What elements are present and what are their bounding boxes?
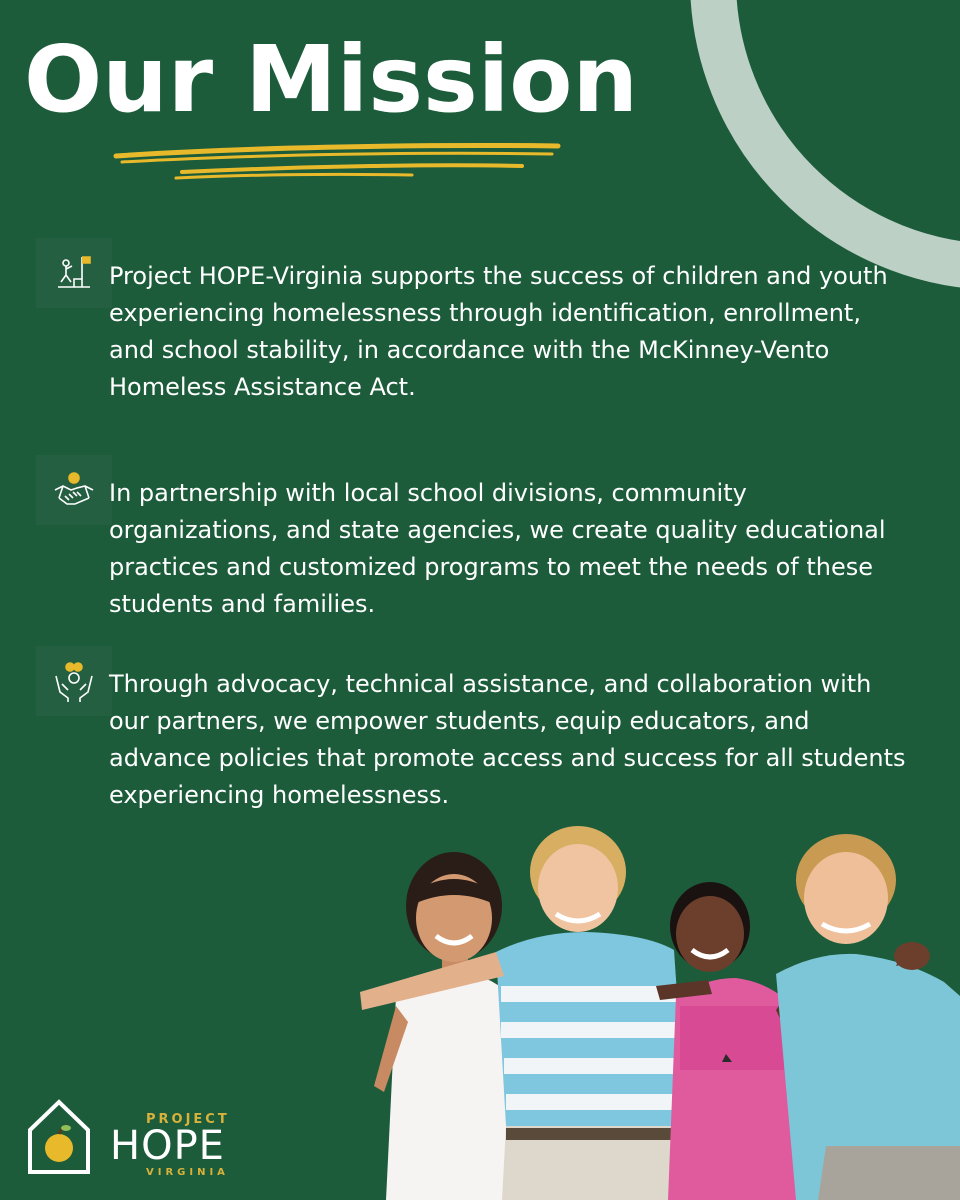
handshake-icon: [36, 455, 112, 525]
decorative-arc: [690, 0, 960, 290]
child-4-figure: [776, 834, 960, 1200]
page-title: Our Mission: [24, 26, 638, 133]
mission-text-3: Through advocacy, technical assistance, and collaboration with our partners, we empower students, equip educators, and advance policies that promote access and success for all students experiencing homelessness.: [109, 670, 906, 809]
mission-text-1: Project HOPE-Virginia supports the success of children and youth experiencing homelessness through identification, enrollment, and school stability, in accordance with the McKinney-Vento Homeless Assistance Act.: [109, 262, 888, 401]
title-underline-stroke: [112, 140, 562, 186]
leadership-flag-icon: [36, 238, 112, 308]
logo-virginia-text: VIRGINIA: [146, 1167, 229, 1178]
logo-hope-text: HOPE: [110, 1123, 225, 1169]
mission-text-2: In partnership with local school divisions, community organizations, and state agencies, we create quality educational practices and customized programs to meet the needs of these students and families.: [109, 479, 886, 618]
children-photo: [356, 826, 960, 1200]
project-hope-logo-icon: [26, 1098, 92, 1176]
logo-project-text: PROJECT: [146, 1112, 230, 1127]
caring-hands-icon: [36, 646, 112, 716]
